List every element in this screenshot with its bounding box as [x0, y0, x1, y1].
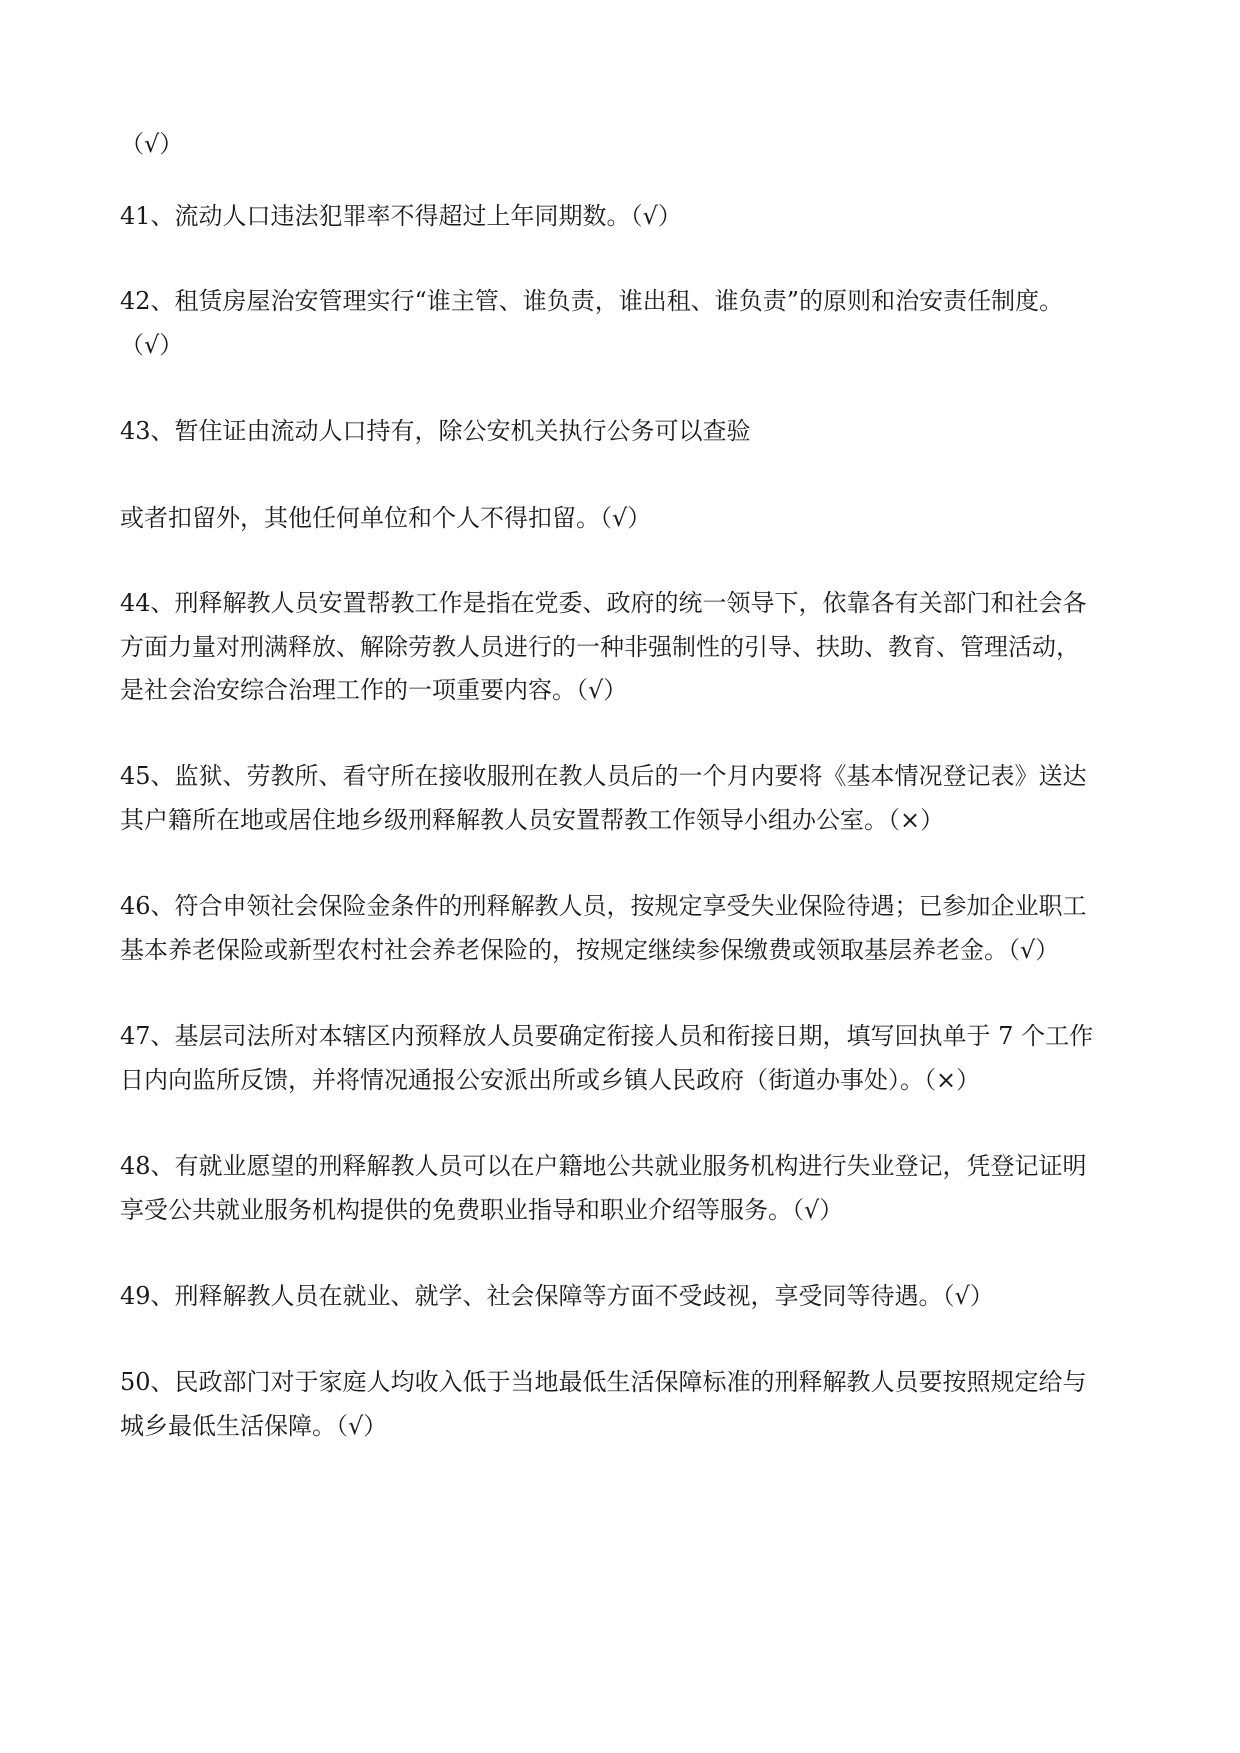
question-44-line-3: 是社会治安综合治理工作的一项重要内容。（√）	[120, 676, 628, 704]
question-46-line-1: 46、符合申领社会保险金条件的刑释解教人员，按规定享受失业保险待遇；已参加企业职工	[120, 892, 1087, 920]
question-46-line-2: 基本养老保险或新型农村社会养老保险的，按规定继续参保缴费或领取基层养老金。（√）	[120, 936, 1060, 964]
question-44-line-1: 44、刑释解教人员安置帮教工作是指在党委、政府的统一领导下，依靠各有关部门和社会各	[120, 589, 1087, 617]
question-41: 41、流动人口违法犯罪率不得超过上年同期数。（√）	[120, 202, 682, 230]
question-43-line-2: 或者扣留外，其他任何单位和个人不得扣留。（√）	[120, 504, 652, 532]
question-43-line-1: 43、暂住证由流动人口持有，除公安机关执行公务可以查验	[120, 417, 751, 445]
question-50-line-1: 50、民政部门对于家庭人均收入低于当地最低生活保障标准的刑释解教人员要按照规定给与	[120, 1368, 1087, 1396]
question-48-line-2: 享受公共就业服务机构提供的免费职业指导和职业介绍等服务。（√）	[120, 1196, 844, 1224]
question-47-line-1: 47、基层司法所对本辖区内预释放人员要确定衔接人员和衔接日期，填写回执单于 7 个工作	[120, 1022, 1094, 1050]
question-49: 49、刑释解教人员在就业、就学、社会保障等方面不受歧视，享受同等待遇。（√）	[120, 1282, 994, 1310]
answer-line: （√）	[120, 130, 184, 158]
question-45-line-1: 45、监狱、劳教所、看守所在接收服刑在教人员后的一个月内要将《基本情况登记表》送达	[120, 762, 1087, 790]
question-44-line-2: 方面力量对刑满释放、解除劳教人员进行的一种非强制性的引导、扶助、教育、管理活动，	[120, 633, 1080, 661]
question-45-line-2: 其户籍所在地或居住地乡级刑释解教人员安置帮教工作领导小组办公室。（×）	[120, 806, 945, 834]
question-42-line-2: （√）	[120, 331, 184, 359]
question-42-line-1: 42、租赁房屋治安管理实行“谁主管、谁负责，谁出租、谁负责”的原则和治安责任制度。	[120, 287, 1064, 315]
question-47-line-2: 日内向监所反馈，并将情况通报公安派出所或乡镇人民政府（街道办事处）。（×）	[120, 1066, 981, 1094]
question-50-line-2: 城乡最低生活保障。（√）	[120, 1412, 388, 1440]
question-48-line-1: 48、有就业愿望的刑释解教人员可以在户籍地公共就业服务机构进行失业登记，凭登记证明	[120, 1152, 1087, 1180]
